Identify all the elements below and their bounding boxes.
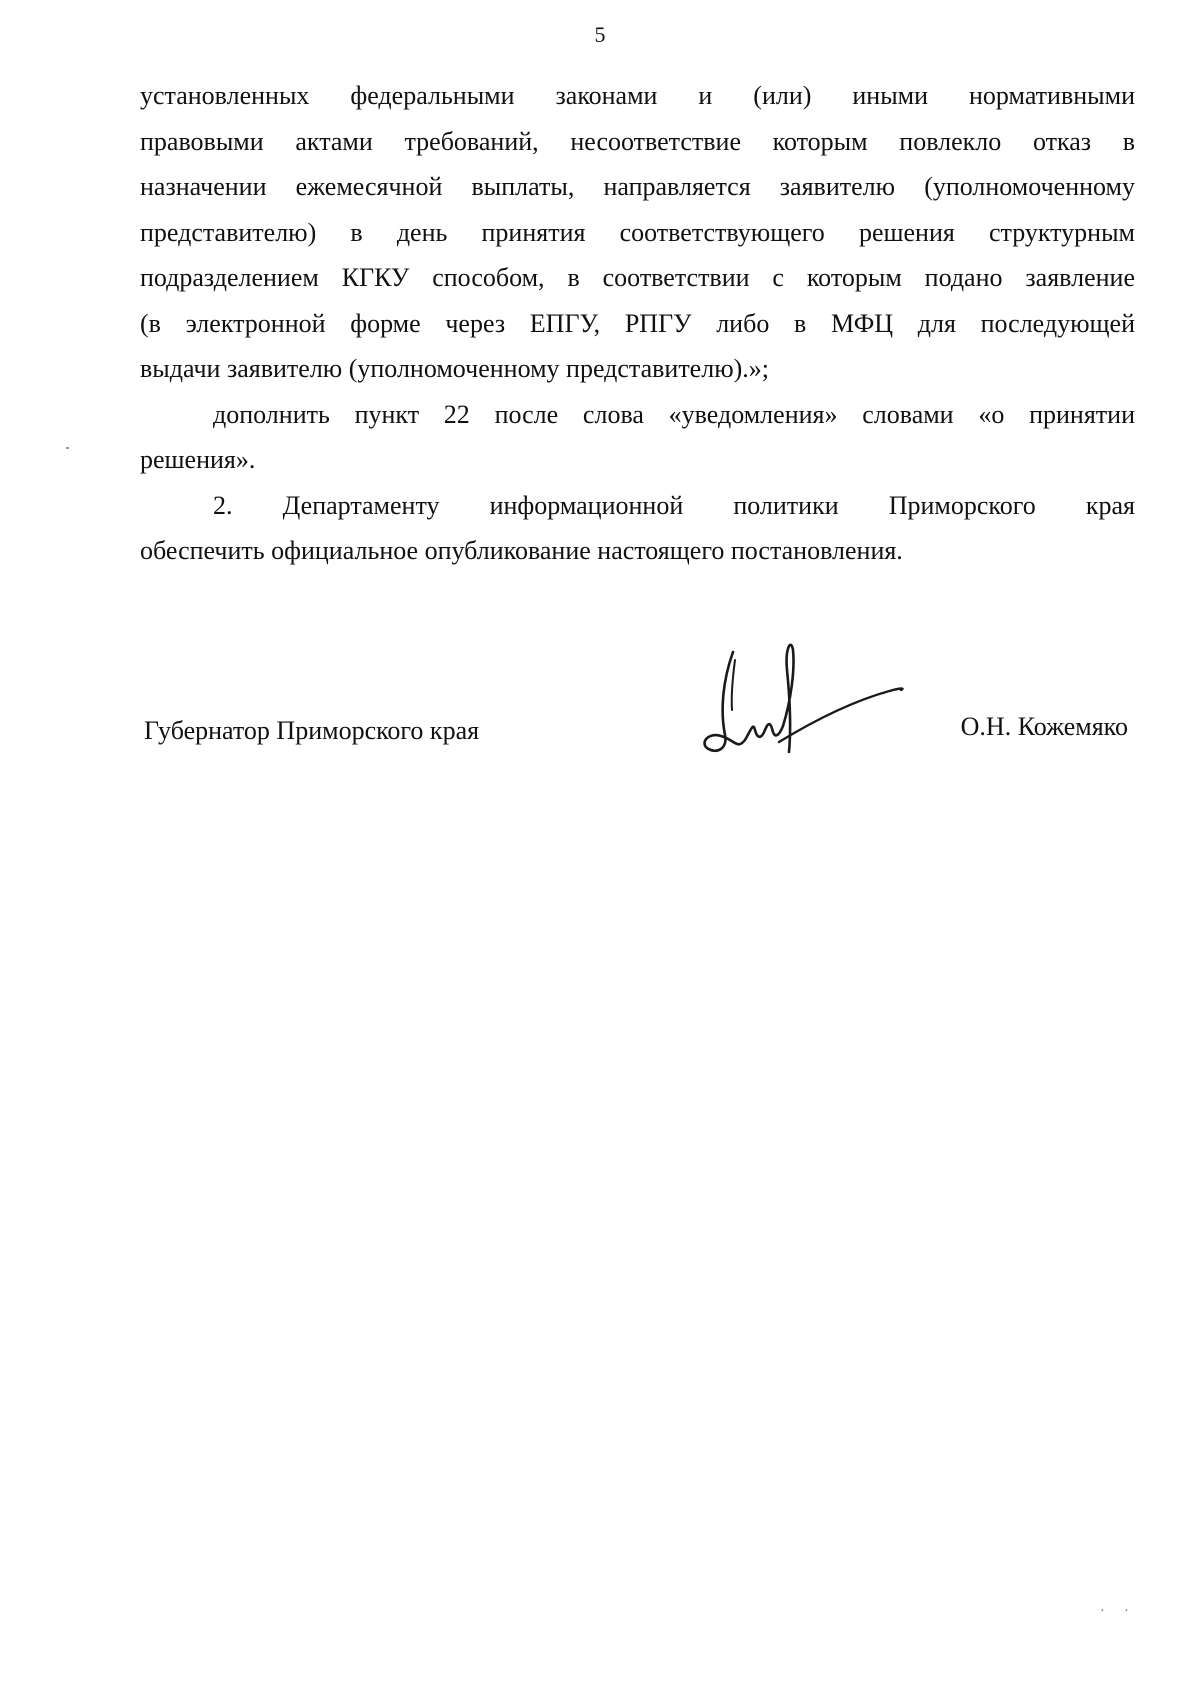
body-line: подразделением КГКУ способом, в соответствии с которым подано заявление [140, 263, 1135, 292]
document-body [140, 73, 1135, 574]
corner-marks: · · [1100, 1604, 1137, 1619]
body-line: 2. Департаменту информационной политики Приморского края [213, 490, 1135, 520]
body-line: обеспечить официальное опубликование настоящего постановления. [140, 536, 903, 565]
body-line: назначении ежемесячной выплаты, направляется заявителю (уполномоченному [140, 172, 1135, 201]
body-line: решения». [140, 445, 256, 474]
scan-speck [66, 447, 69, 449]
body-line: правовыми актами требований, несоответствие которым повлекло отказ в [140, 126, 1135, 156]
body-line: выдачи заявителю (уполномоченному представителю).»; [140, 354, 770, 383]
body-line: (в электронной форме через ЕПГУ, РПГУ либо в МФЦ для последующей [140, 308, 1135, 338]
signatory-name: О.Н. Кожемяко [960, 712, 1128, 741]
signatory-title: Губернатор Приморского края [144, 716, 480, 745]
body-line: дополнить пункт 22 после слова «уведомления» словами «о принятии [213, 399, 1135, 429]
page-number: 5 [594, 22, 606, 47]
body-line: представителю) в день принятия соответствующего решения структурным [140, 217, 1135, 247]
handwritten-signature-icon [695, 640, 925, 770]
body-line: установленных федеральными законами и (или) иными нормативными [140, 81, 1135, 110]
signature-block [140, 640, 1135, 770]
